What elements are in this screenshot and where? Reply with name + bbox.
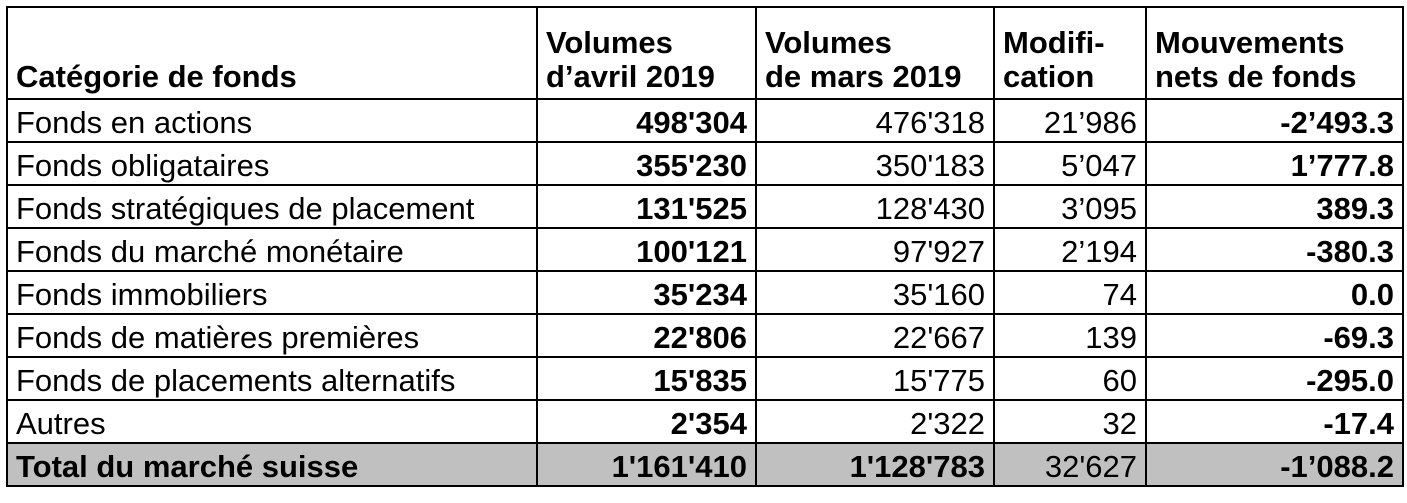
fund-volumes-table bbox=[6, 6, 1404, 487]
change-cell: 21’986 bbox=[994, 99, 1146, 142]
header-category: Catégorie de fonds bbox=[7, 7, 537, 99]
change-cell: 32 bbox=[994, 400, 1146, 443]
header-march: Volumes de mars 2019 bbox=[756, 7, 994, 99]
change-cell: 74 bbox=[994, 271, 1146, 314]
march-volume-cell: 2'322 bbox=[756, 400, 994, 443]
net-flows-cell: -380.3 bbox=[1146, 228, 1403, 271]
table-row bbox=[7, 99, 1403, 142]
change-cell: 2’194 bbox=[994, 228, 1146, 271]
total-category-cell: Total du marché suisse bbox=[7, 443, 537, 486]
table-body bbox=[7, 99, 1403, 486]
category-cell: Fonds stratégiques de placement bbox=[7, 185, 537, 228]
header-net-flows: Mouvements nets de fonds bbox=[1146, 7, 1403, 99]
march-volume-cell: 35'160 bbox=[756, 271, 994, 314]
category-cell: Fonds immobiliers bbox=[7, 271, 537, 314]
table-row bbox=[7, 400, 1403, 443]
net-flows-cell: -17.4 bbox=[1146, 400, 1403, 443]
change-cell: 3’095 bbox=[994, 185, 1146, 228]
table-row bbox=[7, 228, 1403, 271]
april-volume-cell: 100'121 bbox=[537, 228, 756, 271]
category-cell: Fonds de placements alternatifs bbox=[7, 357, 537, 400]
net-flows-cell: 389.3 bbox=[1146, 185, 1403, 228]
april-volume-cell: 498'304 bbox=[537, 99, 756, 142]
change-cell: 5’047 bbox=[994, 142, 1146, 185]
table-row bbox=[7, 271, 1403, 314]
total-net-flows-cell: -1’088.2 bbox=[1146, 443, 1403, 486]
march-volume-cell: 128'430 bbox=[756, 185, 994, 228]
net-flows-cell: 1’777.8 bbox=[1146, 142, 1403, 185]
total-april-volume-cell: 1'161'410 bbox=[537, 443, 756, 486]
total-march-volume-cell: 1'128'783 bbox=[756, 443, 994, 486]
march-volume-cell: 476'318 bbox=[756, 99, 994, 142]
net-flows-cell: -295.0 bbox=[1146, 357, 1403, 400]
march-volume-cell: 97'927 bbox=[756, 228, 994, 271]
net-flows-cell: -69.3 bbox=[1146, 314, 1403, 357]
table-row bbox=[7, 185, 1403, 228]
april-volume-cell: 2'354 bbox=[537, 400, 756, 443]
category-cell: Fonds de matières premières bbox=[7, 314, 537, 357]
net-flows-cell: -2’493.3 bbox=[1146, 99, 1403, 142]
april-volume-cell: 35'234 bbox=[537, 271, 756, 314]
category-cell: Autres bbox=[7, 400, 537, 443]
april-volume-cell: 131'525 bbox=[537, 185, 756, 228]
april-volume-cell: 15'835 bbox=[537, 357, 756, 400]
total-row bbox=[7, 443, 1403, 486]
category-cell: Fonds en actions bbox=[7, 99, 537, 142]
april-volume-cell: 355'230 bbox=[537, 142, 756, 185]
net-flows-cell: 0.0 bbox=[1146, 271, 1403, 314]
march-volume-cell: 15'775 bbox=[756, 357, 994, 400]
table-row bbox=[7, 357, 1403, 400]
category-cell: Fonds obligataires bbox=[7, 142, 537, 185]
change-cell: 60 bbox=[994, 357, 1146, 400]
april-volume-cell: 22'806 bbox=[537, 314, 756, 357]
header-april: Volumes d’avril 2019 bbox=[537, 7, 756, 99]
header-row bbox=[7, 7, 1403, 99]
march-volume-cell: 350'183 bbox=[756, 142, 994, 185]
march-volume-cell: 22'667 bbox=[756, 314, 994, 357]
table-row bbox=[7, 142, 1403, 185]
header-change: Modifi- cation bbox=[994, 7, 1146, 99]
total-change-cell: 32'627 bbox=[994, 443, 1146, 486]
table-header bbox=[7, 7, 1403, 99]
category-cell: Fonds du marché monétaire bbox=[7, 228, 537, 271]
change-cell: 139 bbox=[994, 314, 1146, 357]
table-row bbox=[7, 314, 1403, 357]
